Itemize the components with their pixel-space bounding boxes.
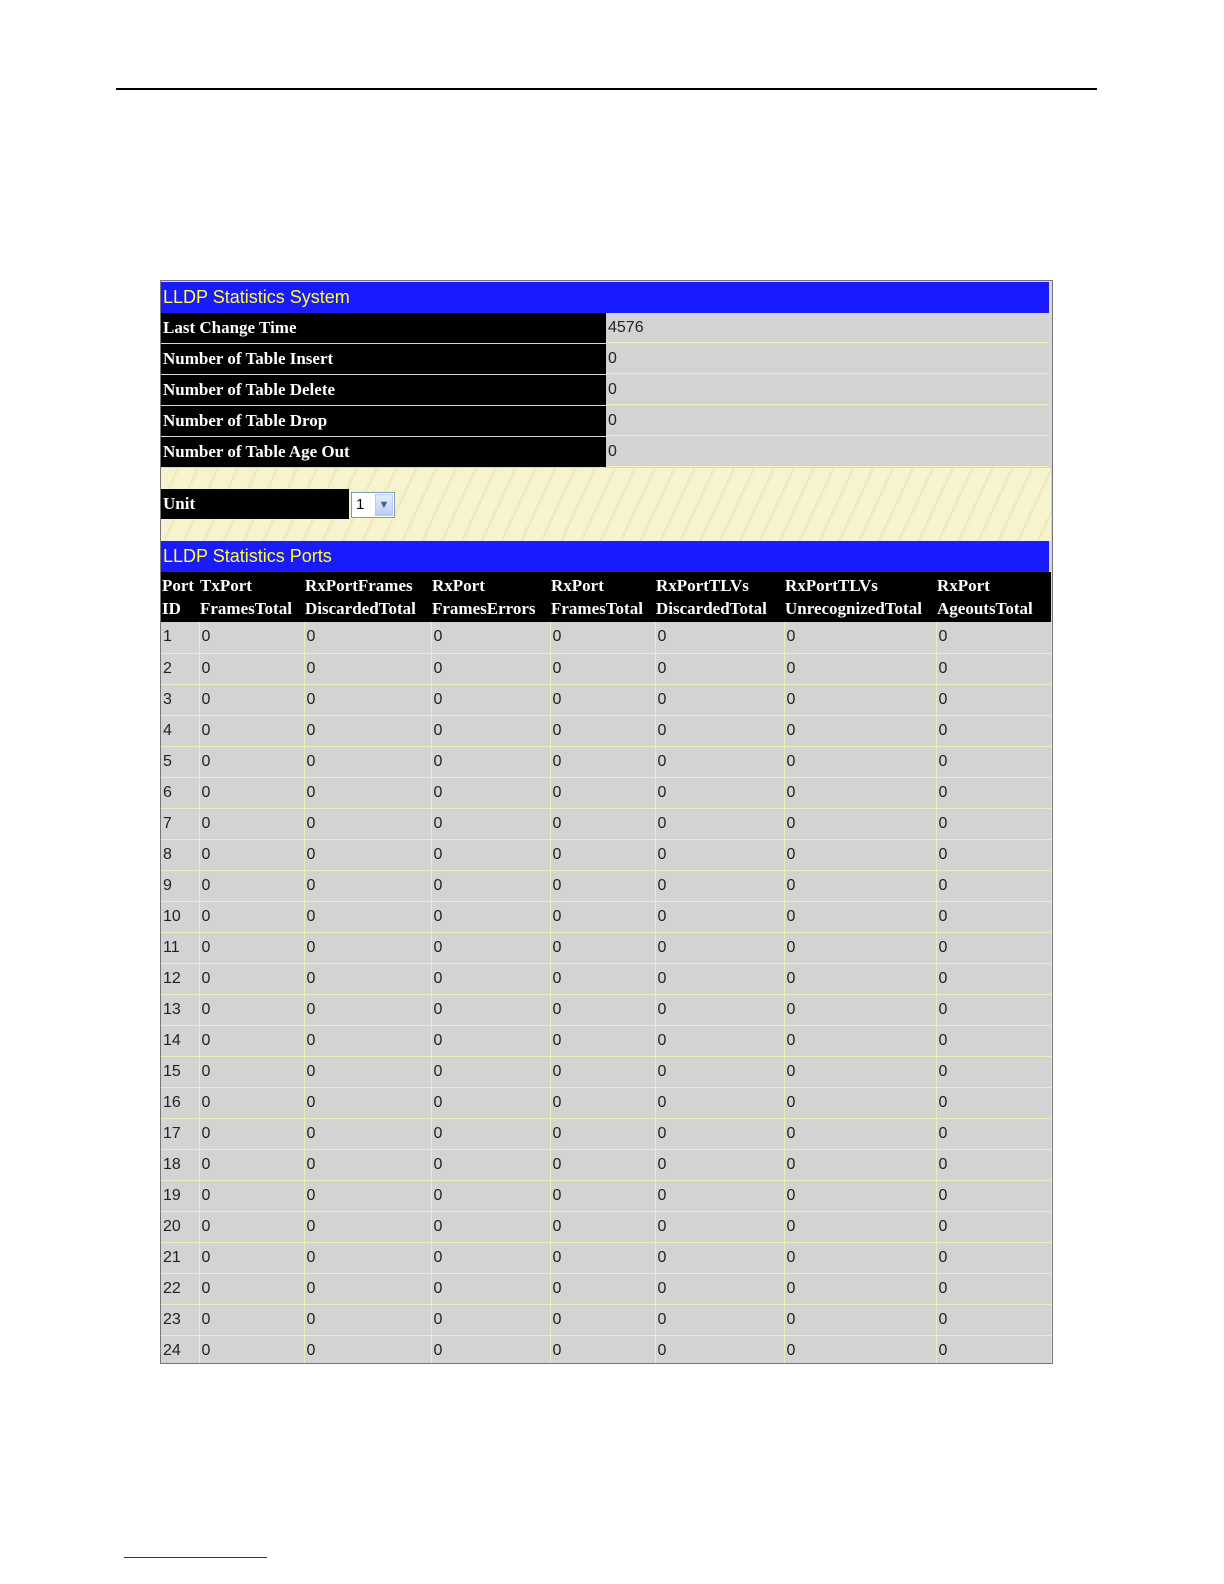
chevron-down-icon[interactable]: ▼ [375, 494, 393, 516]
stat-cell: 0 [199, 839, 304, 870]
column-header-line: RxPortTLVs [656, 576, 749, 595]
stat-cell: 0 [304, 1273, 431, 1304]
stat-cell: 0 [784, 1087, 936, 1118]
stat-cell: 0 [784, 839, 936, 870]
port-id-cell: 2 [161, 653, 199, 684]
stat-cell: 0 [304, 808, 431, 839]
stat-cell: 0 [304, 1180, 431, 1211]
stat-cell: 0 [550, 653, 655, 684]
stat-cell: 0 [550, 1118, 655, 1149]
stat-cell: 0 [784, 1273, 936, 1304]
stat-cell: 0 [199, 1335, 304, 1364]
column-header [431, 572, 550, 622]
stat-cell: 0 [199, 901, 304, 932]
stat-cell: 0 [550, 1087, 655, 1118]
table-row [161, 1087, 1051, 1118]
stat-cell: 0 [936, 1025, 1051, 1056]
port-id-cell: 4 [161, 715, 199, 746]
column-header-line: RxPort [551, 576, 604, 595]
column-header [304, 572, 431, 622]
stat-cell: 0 [936, 1056, 1051, 1087]
stat-cell: 0 [936, 1304, 1051, 1335]
stat-cell: 0 [936, 932, 1051, 963]
port-id-cell: 15 [161, 1056, 199, 1087]
stat-cell: 0 [936, 901, 1051, 932]
stat-cell: 0 [431, 994, 550, 1025]
stat-cell: 0 [936, 1273, 1051, 1304]
stat-cell: 0 [199, 1242, 304, 1273]
stat-cell: 0 [304, 1056, 431, 1087]
port-id-cell: 7 [161, 808, 199, 839]
stat-cell: 0 [655, 684, 784, 715]
stat-cell: 0 [784, 901, 936, 932]
stat-label: Number of Table Age Out [161, 437, 606, 467]
stat-cell: 0 [431, 777, 550, 808]
stat-cell: 0 [304, 1335, 431, 1364]
stat-cell: 0 [936, 870, 1051, 901]
stat-cell: 0 [304, 1304, 431, 1335]
system-section-title: LLDP Statistics System [161, 282, 1049, 313]
stat-cell: 0 [936, 1180, 1051, 1211]
stat-cell: 0 [655, 963, 784, 994]
stat-cell: 0 [655, 1056, 784, 1087]
port-id-cell: 3 [161, 684, 199, 715]
table-row [161, 777, 1051, 808]
table-row [161, 808, 1051, 839]
port-id-cell: 23 [161, 1304, 199, 1335]
table-row [161, 715, 1051, 746]
table-row [161, 1211, 1051, 1242]
stat-cell: 0 [550, 684, 655, 715]
port-id-cell: 22 [161, 1273, 199, 1304]
stat-cell: 0 [784, 715, 936, 746]
port-id-cell: 6 [161, 777, 199, 808]
stat-cell: 0 [784, 1335, 936, 1364]
stat-cell: 0 [784, 870, 936, 901]
unit-selector-area [161, 468, 1051, 541]
stat-cell: 0 [550, 963, 655, 994]
stat-value: 4576 [606, 313, 1049, 343]
stat-cell: 0 [431, 1118, 550, 1149]
stat-cell: 0 [431, 932, 550, 963]
stat-cell: 0 [431, 1056, 550, 1087]
stat-cell: 0 [199, 870, 304, 901]
stat-cell: 0 [199, 1211, 304, 1242]
port-id-cell: 10 [161, 901, 199, 932]
stat-cell: 0 [304, 746, 431, 777]
stat-cell: 0 [936, 1335, 1051, 1364]
stat-cell: 0 [655, 777, 784, 808]
stat-cell: 0 [550, 1056, 655, 1087]
stat-cell: 0 [304, 1087, 431, 1118]
stat-cell: 0 [431, 870, 550, 901]
stat-cell: 0 [655, 932, 784, 963]
table-header-row [161, 572, 1051, 622]
stat-cell: 0 [199, 1149, 304, 1180]
table-row [161, 1118, 1051, 1149]
stat-cell: 0 [199, 1056, 304, 1087]
stat-cell: 0 [304, 715, 431, 746]
stat-cell: 0 [550, 1273, 655, 1304]
column-header-line: UnrecognizedTotal [785, 599, 922, 618]
stat-cell: 0 [784, 622, 936, 653]
stat-label: Number of Table Delete [161, 375, 606, 405]
footer-link-rule [124, 1557, 267, 1558]
stat-cell: 0 [304, 932, 431, 963]
table-row [161, 839, 1051, 870]
stat-cell: 0 [784, 1180, 936, 1211]
table-row [161, 1335, 1051, 1364]
stat-cell: 0 [936, 963, 1051, 994]
stat-row-table-insert [161, 344, 1051, 374]
stat-cell: 0 [550, 870, 655, 901]
stat-cell: 0 [304, 622, 431, 653]
stat-cell: 0 [655, 1180, 784, 1211]
stat-cell: 0 [199, 777, 304, 808]
stat-cell: 0 [784, 1211, 936, 1242]
table-row [161, 870, 1051, 901]
stat-cell: 0 [655, 622, 784, 653]
table-row [161, 746, 1051, 777]
stat-cell: 0 [431, 1149, 550, 1180]
column-header [784, 572, 936, 622]
column-header-line: FramesTotal [551, 599, 643, 618]
stat-cell: 0 [936, 839, 1051, 870]
stat-cell: 0 [431, 839, 550, 870]
table-row [161, 622, 1051, 653]
stat-cell: 0 [550, 622, 655, 653]
stat-cell: 0 [304, 777, 431, 808]
stat-cell: 0 [550, 1242, 655, 1273]
stat-cell: 0 [199, 808, 304, 839]
stat-cell: 0 [431, 746, 550, 777]
stat-cell: 0 [199, 963, 304, 994]
table-body [161, 622, 1051, 1364]
table-row [161, 1242, 1051, 1273]
stat-cell: 0 [784, 932, 936, 963]
port-id-cell: 1 [161, 622, 199, 653]
stat-cell: 0 [304, 1118, 431, 1149]
stat-value: 0 [606, 375, 1049, 405]
column-header-line: RxPort [432, 576, 485, 595]
column-header [550, 572, 655, 622]
stat-label: Number of Table Drop [161, 406, 606, 436]
stat-cell: 0 [304, 1211, 431, 1242]
stat-cell: 0 [304, 684, 431, 715]
stat-cell: 0 [431, 1273, 550, 1304]
stat-cell: 0 [199, 622, 304, 653]
stat-cell: 0 [431, 1025, 550, 1056]
stat-cell: 0 [655, 715, 784, 746]
unit-label: Unit [161, 489, 349, 519]
stat-cell: 0 [199, 653, 304, 684]
stat-cell: 0 [936, 777, 1051, 808]
stat-cell: 0 [784, 653, 936, 684]
stat-cell: 0 [655, 1025, 784, 1056]
port-id-cell: 16 [161, 1087, 199, 1118]
stat-cell: 0 [936, 684, 1051, 715]
stat-row-table-delete [161, 375, 1051, 405]
table-row [161, 653, 1051, 684]
column-header [655, 572, 784, 622]
column-header-line: RxPortTLVs [785, 576, 878, 595]
stat-row-table-age-out [161, 437, 1051, 467]
stat-cell: 0 [550, 715, 655, 746]
port-id-cell: 17 [161, 1118, 199, 1149]
stat-cell: 0 [431, 1211, 550, 1242]
column-header-line: RxPort [937, 576, 990, 595]
port-id-cell: 24 [161, 1335, 199, 1364]
stat-cell: 0 [431, 653, 550, 684]
stat-cell: 0 [199, 684, 304, 715]
stat-value: 0 [606, 437, 1049, 467]
table-row [161, 684, 1051, 715]
stat-cell: 0 [304, 653, 431, 684]
stat-cell: 0 [304, 994, 431, 1025]
column-header-line: RxPortFrames [305, 576, 413, 595]
table-row [161, 901, 1051, 932]
stat-cell: 0 [550, 1025, 655, 1056]
stat-cell: 0 [431, 715, 550, 746]
column-header-line: ID [162, 599, 181, 618]
stat-cell: 0 [199, 1118, 304, 1149]
stat-cell: 0 [431, 684, 550, 715]
column-header-line: FramesErrors [432, 599, 536, 618]
port-id-cell: 14 [161, 1025, 199, 1056]
lldp-statistics-panel [160, 280, 1053, 1364]
table-row [161, 1180, 1051, 1211]
stat-cell: 0 [431, 1180, 550, 1211]
stat-cell: 0 [784, 1118, 936, 1149]
port-id-cell: 20 [161, 1211, 199, 1242]
stat-cell: 0 [936, 1149, 1051, 1180]
stat-cell: 0 [550, 1211, 655, 1242]
stat-cell: 0 [936, 808, 1051, 839]
stat-cell: 0 [199, 746, 304, 777]
stat-cell: 0 [550, 839, 655, 870]
stat-cell: 0 [655, 1118, 784, 1149]
table-row [161, 994, 1051, 1025]
port-id-cell: 8 [161, 839, 199, 870]
stat-cell: 0 [655, 994, 784, 1025]
stat-cell: 0 [199, 1025, 304, 1056]
stat-row-last-change-time [161, 313, 1051, 343]
port-id-cell: 5 [161, 746, 199, 777]
column-header-line: DiscardedTotal [656, 599, 767, 618]
stat-cell: 0 [655, 1149, 784, 1180]
stat-cell: 0 [784, 746, 936, 777]
stat-cell: 0 [199, 1180, 304, 1211]
stat-cell: 0 [431, 1087, 550, 1118]
port-id-cell: 21 [161, 1242, 199, 1273]
stat-cell: 0 [655, 870, 784, 901]
column-header [161, 572, 199, 622]
stat-value: 0 [606, 344, 1049, 374]
stat-cell: 0 [936, 1242, 1051, 1273]
column-header [199, 572, 304, 622]
column-header-line: DiscardedTotal [305, 599, 416, 618]
table-row [161, 1025, 1051, 1056]
stat-cell: 0 [936, 1211, 1051, 1242]
stat-cell: 0 [655, 1211, 784, 1242]
stat-cell: 0 [431, 1304, 550, 1335]
stat-cell: 0 [936, 715, 1051, 746]
stat-cell: 0 [199, 1273, 304, 1304]
stat-cell: 0 [936, 994, 1051, 1025]
stat-cell: 0 [550, 1335, 655, 1364]
stat-cell: 0 [431, 1335, 550, 1364]
stat-cell: 0 [936, 746, 1051, 777]
ports-section-title: LLDP Statistics Ports [161, 541, 1049, 572]
stat-cell: 0 [431, 808, 550, 839]
stat-cell: 0 [550, 901, 655, 932]
stat-cell: 0 [304, 963, 431, 994]
stat-cell: 0 [784, 963, 936, 994]
stat-cell: 0 [655, 808, 784, 839]
table-row [161, 963, 1051, 994]
stat-cell: 0 [784, 1025, 936, 1056]
stat-cell: 0 [550, 994, 655, 1025]
stat-cell: 0 [431, 1242, 550, 1273]
stat-cell: 0 [784, 1056, 936, 1087]
port-id-cell: 12 [161, 963, 199, 994]
stat-cell: 0 [550, 1149, 655, 1180]
stat-cell: 0 [550, 777, 655, 808]
stat-cell: 0 [304, 839, 431, 870]
stat-cell: 0 [936, 622, 1051, 653]
stat-cell: 0 [550, 808, 655, 839]
stat-cell: 0 [550, 932, 655, 963]
stat-cell: 0 [784, 808, 936, 839]
unit-select-value: 1 [356, 496, 365, 513]
stat-cell: 0 [655, 839, 784, 870]
stat-cell: 0 [199, 1304, 304, 1335]
stat-cell: 0 [431, 963, 550, 994]
stat-cell: 0 [936, 653, 1051, 684]
column-header [936, 572, 1051, 622]
port-id-cell: 13 [161, 994, 199, 1025]
stat-cell: 0 [550, 1180, 655, 1211]
stat-label: Last Change Time [161, 313, 606, 343]
stat-cell: 0 [431, 622, 550, 653]
stat-cell: 0 [655, 901, 784, 932]
stat-cell: 0 [304, 1149, 431, 1180]
stat-cell: 0 [550, 1304, 655, 1335]
stat-cell: 0 [936, 1118, 1051, 1149]
stat-cell: 0 [304, 1025, 431, 1056]
stat-cell: 0 [784, 777, 936, 808]
stat-value: 0 [606, 406, 1049, 436]
table-row [161, 932, 1051, 963]
stat-cell: 0 [304, 870, 431, 901]
column-header-line: TxPort [200, 576, 252, 595]
stat-cell: 0 [550, 746, 655, 777]
stat-cell: 0 [655, 1335, 784, 1364]
table-row [161, 1056, 1051, 1087]
port-id-cell: 18 [161, 1149, 199, 1180]
stat-row-table-drop [161, 406, 1051, 436]
column-header-line: FramesTotal [200, 599, 292, 618]
table-row [161, 1149, 1051, 1180]
table-row [161, 1273, 1051, 1304]
port-id-cell: 11 [161, 932, 199, 963]
stat-cell: 0 [304, 901, 431, 932]
stat-cell: 0 [199, 715, 304, 746]
unit-select[interactable] [351, 492, 395, 518]
stat-cell: 0 [199, 994, 304, 1025]
stat-label: Number of Table Insert [161, 344, 606, 374]
stat-cell: 0 [304, 1242, 431, 1273]
stat-cell: 0 [936, 1087, 1051, 1118]
ports-statistics-table [161, 572, 1052, 1364]
column-header-line: Port [162, 576, 195, 595]
column-header-line: AgeoutsTotal [937, 599, 1033, 618]
stat-cell: 0 [655, 746, 784, 777]
stat-cell: 0 [784, 684, 936, 715]
stat-cell: 0 [655, 1304, 784, 1335]
stat-cell: 0 [784, 994, 936, 1025]
stat-cell: 0 [655, 1087, 784, 1118]
stat-cell: 0 [655, 1242, 784, 1273]
port-id-cell: 9 [161, 870, 199, 901]
port-id-cell: 19 [161, 1180, 199, 1211]
stat-cell: 0 [431, 901, 550, 932]
stat-cell: 0 [655, 653, 784, 684]
stat-cell: 0 [784, 1149, 936, 1180]
stat-cell: 0 [784, 1304, 936, 1335]
stat-cell: 0 [655, 1273, 784, 1304]
table-row [161, 1304, 1051, 1335]
top-divider [116, 88, 1097, 90]
stat-cell: 0 [199, 932, 304, 963]
stat-cell: 0 [784, 1242, 936, 1273]
stat-cell: 0 [199, 1087, 304, 1118]
